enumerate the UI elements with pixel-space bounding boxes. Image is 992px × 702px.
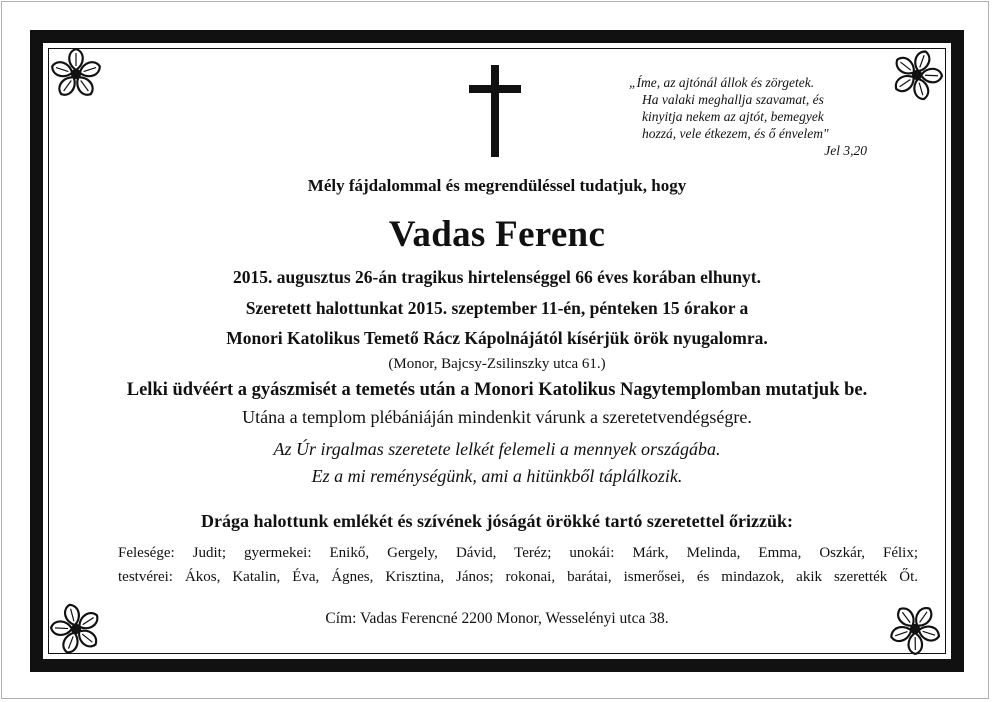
funeral-time-line: Szeretett halottunkat 2015. szeptember 11-én, pénteken 15 órakor a <box>245 298 749 318</box>
quote-reference: Jel 3,20 <box>824 143 867 158</box>
obituary-card <box>43 43 951 659</box>
latin-cross-icon <box>465 63 525 159</box>
deceased-name: Vadas Ferenc <box>388 214 606 255</box>
relatives-list <box>118 541 918 589</box>
contact-address: Cím: Vadas Ferencné 2200 Monor, Wesselényi utca 38. <box>325 610 669 627</box>
quote-line: „Íme, az ajtónál állok és zörgetek. <box>629 75 815 90</box>
funeral-address: (Monor, Bajcsy-Zsilinszky utca 61.) <box>388 356 606 372</box>
quote-line: Ha valaki meghallja szavamat, és <box>642 92 824 107</box>
prayer-line: Ez a mi reménységünk, ami a hitünkből táplálkozik. <box>311 466 683 486</box>
reception-line: Utána a templom plébániáján mindenkit várunk a szeretetvendégségre. <box>242 407 752 427</box>
relatives-line: testvérei: Ákos, Katalin, Éva, Ágnes, Krisztina, János; rokonai, barátai, ismerősei, és mindazok, akik szerették Őt. <box>118 569 918 585</box>
memory-line: Drága halottunk emlékét és szívének jóságát örökké tartó szeretettel őrizzük: <box>200 511 794 531</box>
relatives-line: Felesége: Judit; gyermekei: Enikő, Gergely, Dávid, Teréz; unokái: Márk, Melinda, Emma, Oszkár, Félix; <box>118 545 918 561</box>
prayer-line: Az Úr irgalmas szeretete lelkét felemeli a mennyek országába. <box>273 439 721 459</box>
quote-line: hozzá, vele étkezem, és ő énvelem" <box>642 126 829 141</box>
flower-ornament-icon <box>48 46 104 102</box>
bible-quote <box>629 74 889 159</box>
funeral-place-line: Monori Katolikus Temető Rácz Kápolnájától kísérjük örök nyugalomra. <box>226 328 768 348</box>
requiem-mass-line: Lelki üdvéért a gyászmisét a temetés után a Monori Katolikus Nagytemplomban mutatjuk be. <box>126 380 868 400</box>
quote-line: kinyitja nekem az ajtót, bemegyek <box>642 109 824 124</box>
flower-ornament-icon <box>889 47 945 103</box>
intro-line: Mély fájdalommal és megrendüléssel tudatjuk, hogy <box>307 176 687 195</box>
death-notice-line: 2015. augusztus 26-án tragikus hirtelenséggel 66 éves korában elhunyt. <box>233 267 761 287</box>
